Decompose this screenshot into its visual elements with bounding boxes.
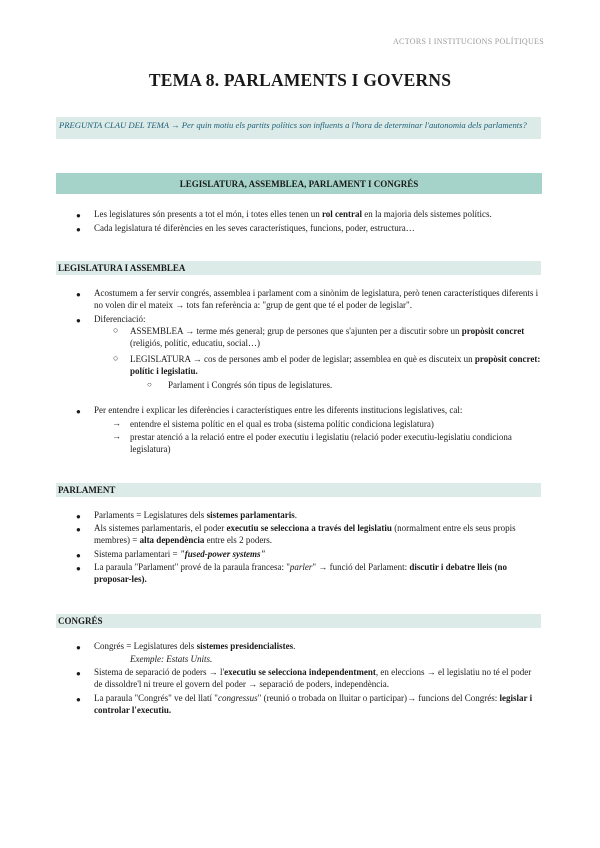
- running-header: ACTORS I INSTITUCIONS POLÍTIQUES: [392, 37, 544, 46]
- arrow-bullet-icon: →: [112, 431, 121, 441]
- bullet-icon: ●: [76, 407, 81, 416]
- arrow-bullet-icon: →: [112, 418, 121, 428]
- bullet-icon: ●: [76, 669, 81, 678]
- s1-bullet-2: Diferenciació:: [94, 314, 146, 324]
- s1-sub-assemblea: ASSEMBLEA → terme més general; grup de persones que s'ajunten per a discutir sobre un propòsit concret (religiós, polític, educatiu, social…): [130, 326, 525, 348]
- bullet-icon: ●: [76, 512, 81, 521]
- circle-bullet-icon: ○: [113, 325, 119, 335]
- section-heading-legislatura: LEGISLATURA I ASSEMBLEA: [56, 261, 541, 275]
- bullet-icon: ●: [76, 211, 81, 220]
- intro-bullet-1: Les legislatures són presents a tot el món, i totes elles tenen un rol central en la majoria dels sistemes polítics.: [94, 209, 492, 219]
- bullet-icon: ●: [76, 525, 81, 534]
- s3-example: Exemple: Estats Units.: [130, 654, 213, 664]
- bullet-icon: ●: [76, 316, 81, 325]
- section-banner: LEGISLATURA, ASSEMBLEA, PARLAMENT I CONGRÉS: [56, 173, 542, 194]
- s2-bullet-2: Als sistemes parlamentaris, el poder executiu se selecciona a través del legislatiu (normalment entre els seus propis membres) = alta dependència entre els 2 poders.: [94, 523, 516, 545]
- intro-bullet-2: Cada legislatura té diferències en les seves característiques, funcions, poder, estructura…: [94, 223, 415, 233]
- bullet-icon: ●: [76, 643, 81, 652]
- s2-bullet-1: Parlaments = Legislatures dels sistemes parlamentaris.: [94, 510, 298, 520]
- s1-arrow-1: entendre el sistema polític en el qual es troba (sistema polític condiciona legislatura): [130, 419, 434, 429]
- s1-sub-legislatura: LEGISLATURA → cos de persones amb el poder de legislar; assemblea en què es discuteix un propòsit concret: polític i legislatiu.: [130, 354, 541, 376]
- s3-bullet-3: La paraula "Congrés" ve del llatí "congressus" (reunió o trobada on lluitar o participar)→ funcions del Congrés: legislar i controlar l'executiu.: [94, 693, 533, 715]
- key-question: PREGUNTA CLAU DEL TEMA → Per quin motiu els partits polítics son influents a l'hora de determinar l'autonomia dels parlaments?: [56, 117, 541, 139]
- s1-bullet-3: Per entendre i explicar les diferències i característiques entre les diferents institucions legislatives, cal:: [94, 405, 463, 415]
- s2-bullet-4: La paraula "Parlament" prové de la paraula francesa: "parler" → funció del Parlament: discutir i debatre lleis (no proposar-les).: [94, 562, 507, 584]
- s1-sub-sub: Parlament i Congrés són tipus de legislatures.: [168, 380, 333, 390]
- bullet-icon: ●: [76, 290, 81, 299]
- section-heading-congres: CONGRÉS: [56, 614, 541, 628]
- s2-bullet-3: Sistema parlamentari = "fused-power systems": [94, 549, 266, 559]
- s1-arrow-2: prestar atenció a la relació entre el poder executiu i legislatiu (relació poder executiu-legislatiu condiciona legislatura): [130, 432, 512, 454]
- circle-bullet-icon: ○: [113, 353, 119, 363]
- s1-bullet-1: Acostumem a fer servir congrés, assemblea i parlament com a sinònim de legislatura, però tenen característiques diferents i no volen dir el mateix → tots fan referència a: "grup de gent que té el poder de legislar".: [94, 288, 539, 310]
- s3-bullet-2: Sistema de separació de poders → l'executiu se selecciona independentment, en eleccions → el legislatiu no té el poder de dissoldre'l ni treure el govern del poder → separació de poders, independència.: [94, 667, 532, 689]
- bullet-icon: ●: [76, 225, 81, 234]
- page-title: TEMA 8. PARLAMENTS I GOVERNS: [148, 70, 452, 90]
- s3-bullet-1: Congrés = Legislatures dels sistemes presidencialistes.: [94, 641, 296, 651]
- circle-bullet-icon: ○: [147, 380, 152, 389]
- section-heading-parlament: PARLAMENT: [56, 483, 541, 497]
- bullet-icon: ●: [76, 551, 81, 560]
- bullet-icon: ●: [76, 695, 81, 704]
- bullet-icon: ●: [76, 564, 81, 573]
